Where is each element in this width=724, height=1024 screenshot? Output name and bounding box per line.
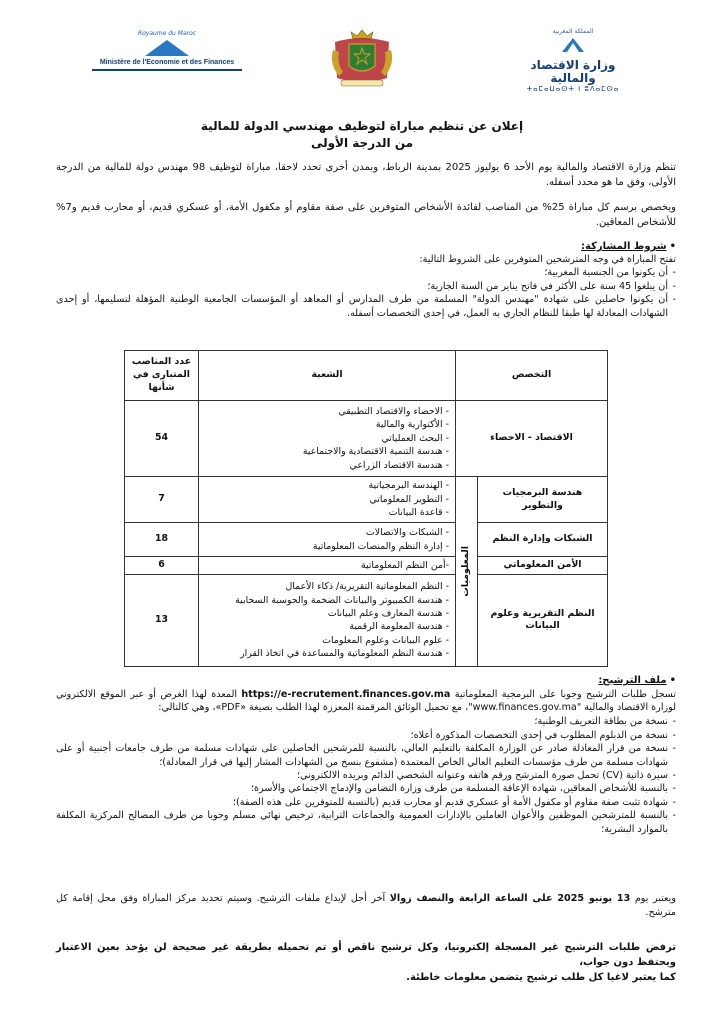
ministry-logo-arabic [508,28,638,93]
intro-paragraph-2: ويخصص برسم كل مباراة 25% من المناصب لفائدة الأشخاص المتوفرين على صفة مقاوم أو مكفول الأمة، أو عسكري قديم، أو محارب قديم و7% للأشخاص المعاقين. [56,202,676,228]
specialty-cell: الاقتصاد - الاحصاء [456,401,608,477]
deadline-date: 13 يونيو 2025 على الساعة الرابعة والنصف زوالا [389,893,631,904]
branch-item: -أمن النظم المعلوماتية [360,559,449,571]
branch-item: - هندسة النظم المعلوماتية والمساعدة في اتخاذ القرار [240,647,449,659]
branch-item: - هندسة الكمبيوتر والبيانات الضخمة والحوسبة السحابية [235,594,449,606]
kingdom-label-arabic: المملكة المغربية [552,28,594,35]
branches-cell [199,477,456,523]
intro-paragraph-1: تنظم وزارة الاقتصاد والمالية يوم الأحد 6 يوليوز 2025 بمدينة الرباط، وبمدن أخرى تحدد لاحقا، مباراة لتوظيف 98 مهندس دولة للمالية من الدرجة الأولى، وفق ما هو محدد أسفله. [56,162,676,188]
branch-item: - النظم المعلوماتية التقريرية/ ذكاء الأعمال [285,581,449,593]
table-header-row [125,351,608,401]
title-line-1: إعلان عن تنظيم مباراة لتوظيف مهندسي الدولة للمالية [200,119,524,133]
ministry-triangle-icon [145,40,189,56]
deadline-paragraph [56,892,676,921]
specialty-cell: الشبكات وإدارة النظم [478,523,608,557]
file-lead-b: المعدة لهذا الغرض أو عبر الموقع الالكتروني لوزارة الاقتصاد والمالية " [56,688,676,714]
branch-item: - قاعدة البيانات [388,507,449,519]
branch-item: - هندسة المعلومة الرقمية [349,621,449,633]
branch-item: - هندسة المعارف وعلم البيانات [327,607,449,619]
closing-line-1: ترفض طلبات الترشيح غير المسجلة إلكترونيا، وكل ترشيح ناقص أو تم تحميله بطريقة غير صحيحة لن يؤخذ بعين الاعتبار ويحتفظ دون جواب، [56,942,676,968]
branch-item: - الاحصاء والاقتصاد التطبيقي [338,406,449,418]
list-item: - أن يكونوا حاصلين على شهادة "مهندس الدولة" المسلمة من طرف المدارس أو المعاهد أو المؤسسات الجامعية الوطنية المؤهلة لتسليمها، أو إحدى الشهادات المعادلة لها طبقا للنظام الجاري به العمل، في إحدى التخصصات أسفله. [56,293,676,320]
list-item: - أن يكونوا من الجنسية المغربية؛ [56,266,676,279]
count-cell: 7 [125,477,199,523]
list-item: - نسخة من بطاقة التعريف الوطنية؛ [56,715,676,728]
kingdom-label: Royaume du Maroc [137,30,197,37]
list-item: - نسخة من قرار المعادلة صادر عن الوزارة المكلفة بالتعليم العالي، بالنسبة للمرشحين الحاصلين على شهادات مسلمة من طرف جامعات أجنبية أو على شهادات مسلمة من طرف مؤسسات التعليم العالي الخاص المعتمدة (مشفوع بنسخ من الشهادات المشار إليها في قرار المعادلة)؛ [56,742,676,769]
royal-coat-of-arms-icon [327,28,397,90]
ministry-mark-icon [553,37,593,53]
branch-item: - هندسة التنمية الاقتصادية والاجتماعية [302,446,449,458]
conditions-list [56,266,676,320]
title-line-2: من الدرجة الأولى [310,136,414,151]
branch-item: - هندسة الاقتصاد الزراعي [349,459,449,471]
ministry-name-tifinagh: ⵜⴰⵎⴰⵡⴰⵙⵜ ⵏ ⵓⴷⴰⵎⵙⴰ [526,84,620,93]
branch-item: - البحث العملياتي [381,432,449,444]
branches-cell [199,557,456,575]
count-cell: 6 [125,557,199,575]
table-row [125,401,608,477]
branch-item: - الهندسة البرمجياتية [368,480,449,492]
branch-item: - علوم البيانات وعلوم المعلومات [322,634,449,646]
group-label: المعلوميات [460,546,472,597]
ministry-name-arabic: وزارة الاقتصاد والمالية [530,57,616,85]
file-lead-a: تسجل طلبات الترشيح وجوبا على البرمجية المعلوماتية [454,688,676,700]
count-cell: 13 [125,574,199,666]
deadline-suffix: آخر أجل لإيداع ملفات الترشيح. وسيتم تحديد مركز المباراة وفق محل إقامة كل مترشح. [56,893,676,919]
branch-item: - الشبكات والاتصالات [365,527,449,539]
closing-notice [56,940,676,985]
ministry-name-french: Ministère de l'Economie et des Finances [92,58,242,70]
file-lead [56,688,676,716]
recruitment-portal-link[interactable]: https://e-recrutement.finances.gov.ma [241,688,451,700]
header-branch: الشعبة [199,351,456,401]
conditions-lead: تفتح المباراة في وجه المترشحين المتوفرين على الشروط التالية: [419,253,676,265]
specialty-cell: هندسة البرمجيات والتطوير [478,477,608,523]
group-cell [456,477,478,667]
table-row [125,477,608,523]
table-row [125,574,608,666]
branches-cell [199,574,456,666]
branch-item: - إدارة النظم والمنصات المعلوماتية [312,540,449,552]
closing-line-2: كما يعتبر لاغيا كل طلب ترشيح يتضمن معلومات خاطئة. [406,972,676,983]
file-lead-c: "، مع تحميل الوثائق المرقمنة المعززة لهذا الطلب بصيغة «PDF»، وهي كالتالي: [158,702,473,714]
announcement-title [0,118,724,153]
letterhead [0,0,724,100]
list-item: - بالنسبة للأشخاص المعاقين، شهادة الإعاقة المسلمة من طرف وزارة التضامن والإدماج الاجتماعي والأسرة؛ [56,782,676,795]
list-item: - بالنسبة للمترشحين الموظفين والأعوان العاملين بالإدارات العمومية والجماعات الترابية، ترخيص نهائي مسلم وجوبا من طرف المصالح المركزية المكلفة بالموارد البشرية؛ [56,809,676,836]
branch-item: - التطوير المعلوماتي [369,493,449,505]
table-row [125,523,608,557]
conditions-heading: • شروط المشاركة: [56,240,676,254]
ministry-website-link[interactable]: www.finances.gov.ma [472,702,577,714]
specialty-cell: الأمن المعلوماتي [478,557,608,575]
ministry-logo-french [92,30,242,80]
branch-item: - الأكتوارية والمالية [375,419,449,431]
count-cell: 18 [125,523,199,557]
file-heading: • ملف الترشيح: [56,674,676,688]
deadline-section [56,892,676,921]
branches-cell [199,401,456,477]
list-item: - نسخة من الدبلوم المطلوب في إحدى التخصصات المذكورة أعلاه؛ [56,729,676,742]
table-row [125,557,608,575]
application-section [56,672,676,836]
header-specialty: التخصص [456,351,608,401]
announcement-body [56,160,676,320]
deadline-prefix: ويعتبر يوم [634,893,676,904]
list-item: - سيرة ذاتية (CV) تحمل صورة المترشح ورقم هاتفه وعنوانه الشخصي الدائم وبريده الالكتروني؛ [56,769,676,782]
count-cell: 54 [125,401,199,477]
header-count: عدد المناصب المتبارى في شأنها [125,351,199,401]
list-item: - أن يبلغوا 45 سنة على الأكثر في فاتح يناير من السنة الجارية؛ [56,280,676,293]
branches-cell [199,523,456,557]
positions-table [124,350,608,667]
specialty-cell: النظم التقريرية وعلوم البيانات [478,574,608,666]
documents-list [56,715,676,836]
list-item: - شهادة تثبت صفة مقاوم أو مكفول الأمة أو عسكري قديم أو محارب قديم (بالنسبة للمتوفرين على هذه الصفة)؛ [56,796,676,809]
